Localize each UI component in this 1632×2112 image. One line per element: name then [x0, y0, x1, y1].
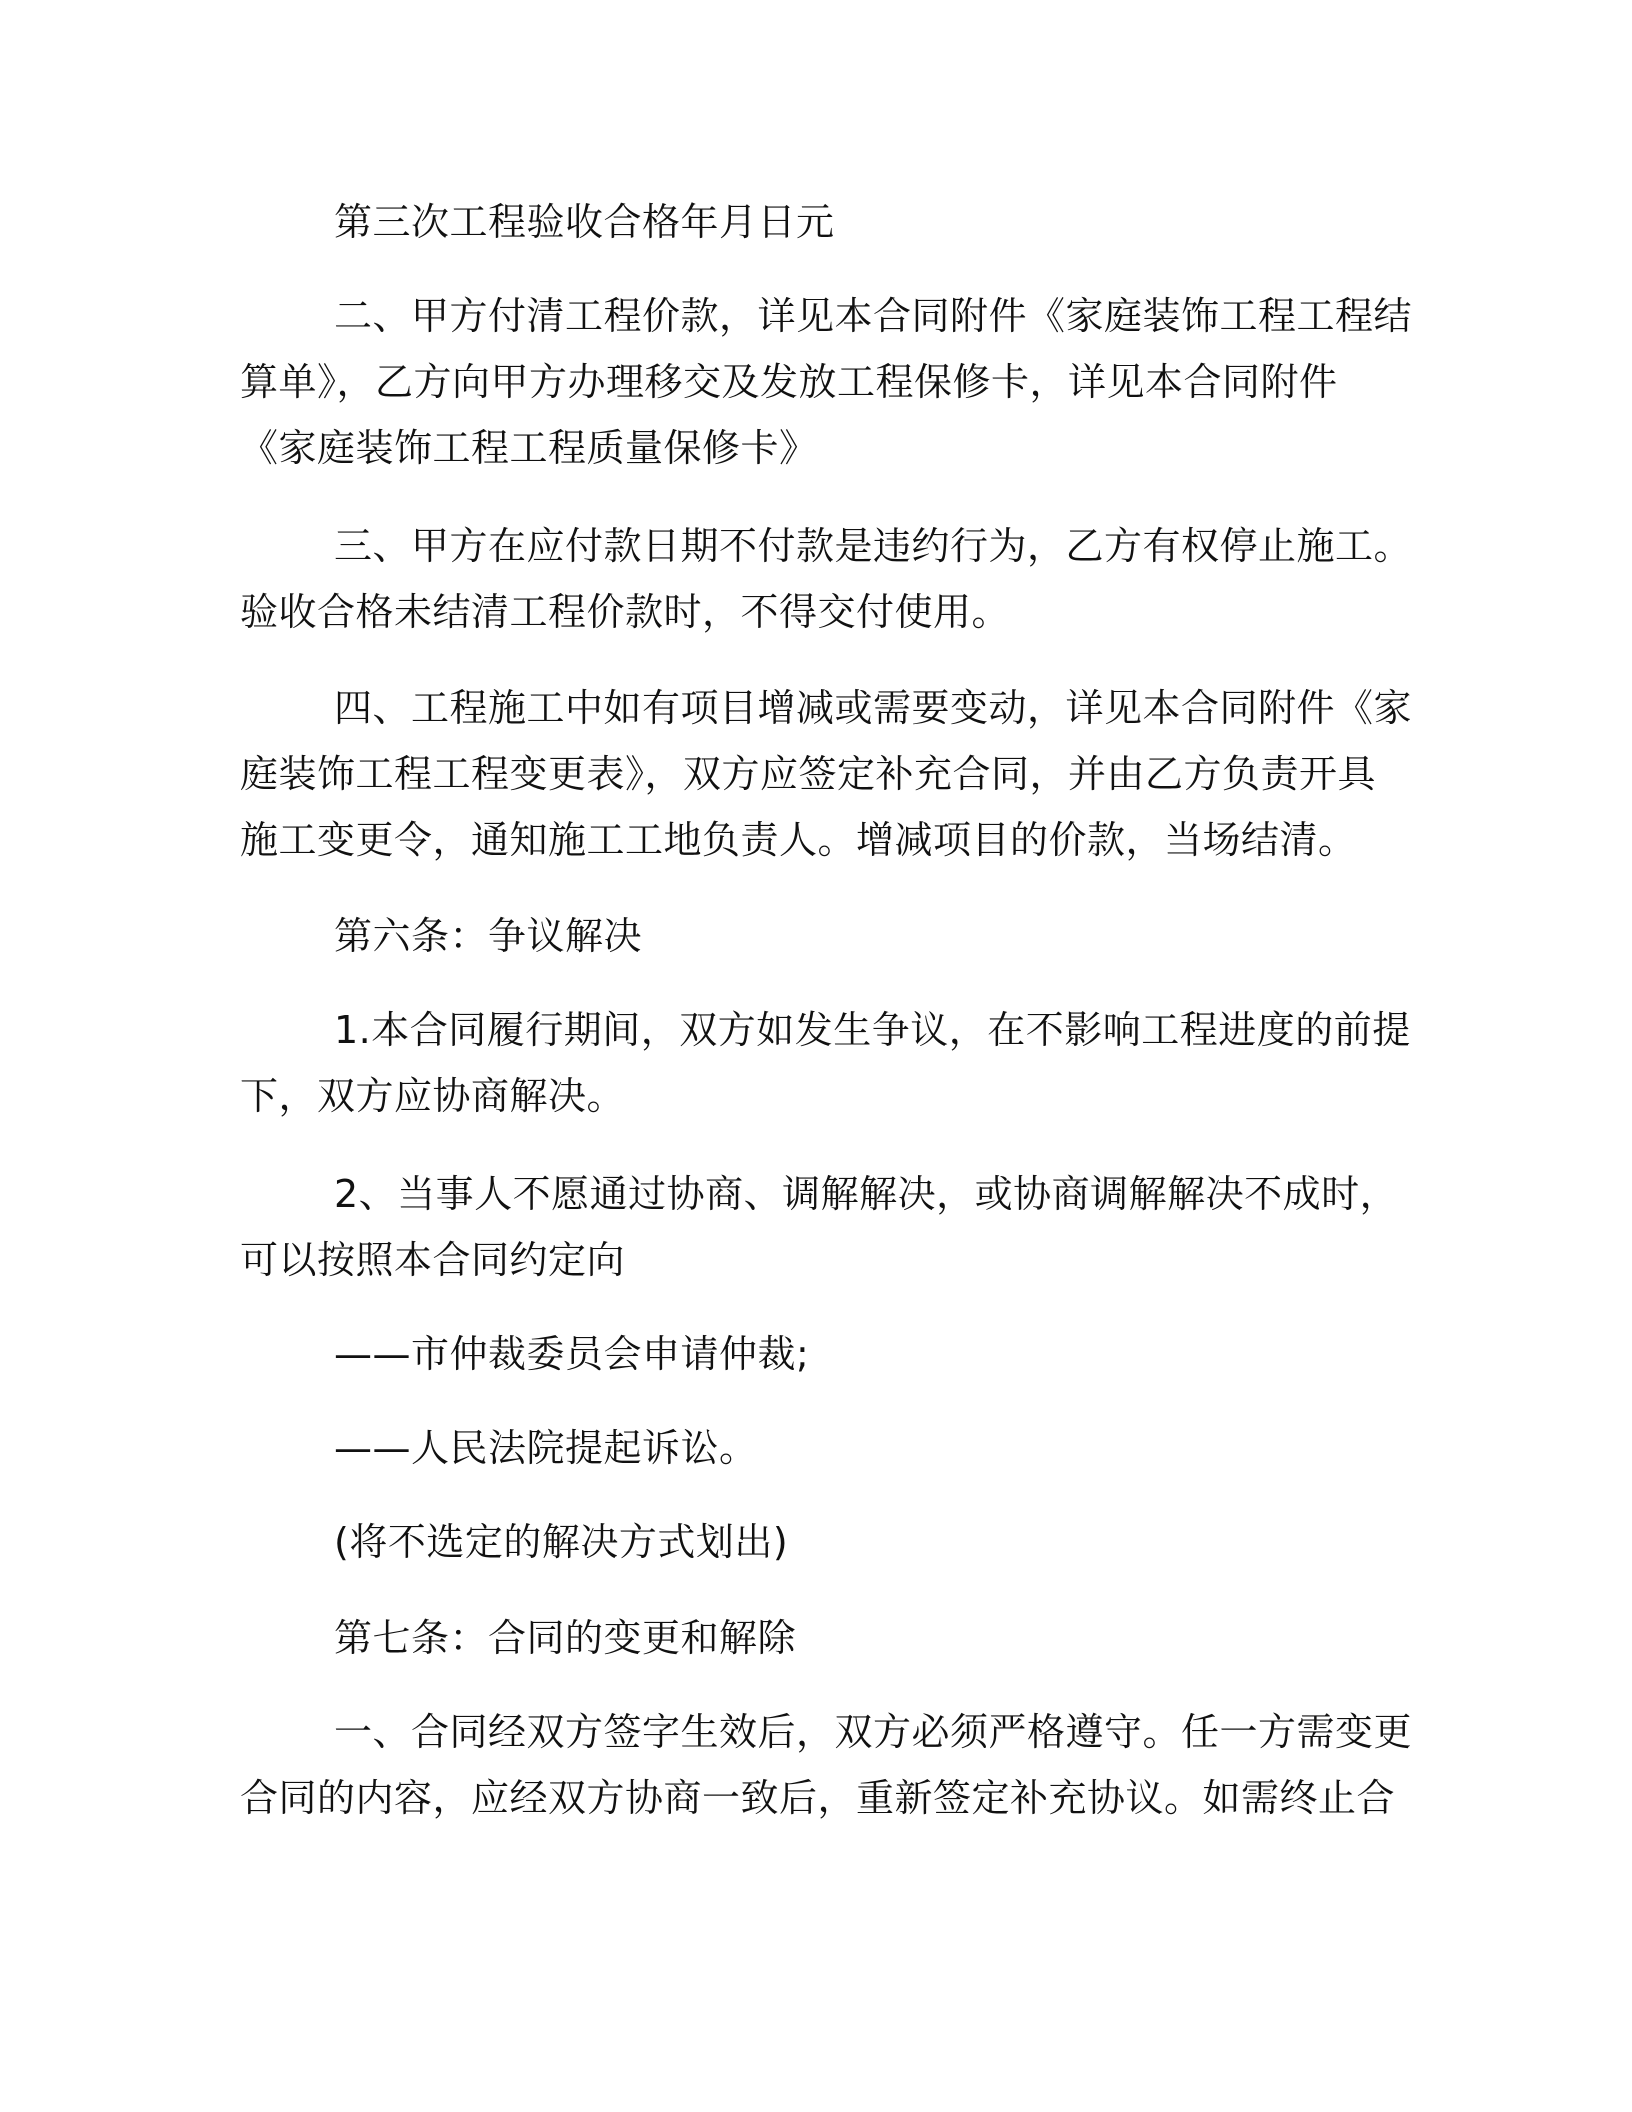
option-arbitration: ——市仲裁委员会申请仲裁; [334, 1332, 810, 1376]
line-clause-2-part2: 算单》，乙方向甲方办理移交及发放工程保修卡，详见本合同附件 [240, 360, 1338, 404]
line-clause-3rd-acceptance: 第三次工程验收合格年月日元 [334, 200, 835, 244]
line-clause-3-part1: 三、甲方在应付款日期不付款是违约行为，乙方有权停止施工。 [334, 524, 1413, 568]
line-clause-2-part3: 《家庭装饰工程工程质量保修卡》 [240, 426, 818, 470]
option-litigation: ——人民法院提起诉讼。 [334, 1426, 758, 1470]
line-change-1-part1: 一、合同经双方签字生效后，双方必须严格遵守。任一方需变更 [334, 1710, 1413, 1754]
line-dispute-1-part1: 1.本合同履行期间，双方如发生争议，在不影响工程进度的前提 [334, 1008, 1411, 1052]
section-heading-article-7: 第七条：合同的变更和解除 [334, 1616, 797, 1660]
line-clause-2-part1: 二、甲方付清工程价款，详见本合同附件《家庭装饰工程工程结 [334, 294, 1413, 338]
line-clause-4-part3: 施工变更令，通知施工工地负责人。增减项目的价款，当场结清。 [240, 818, 1357, 862]
line-dispute-2-part1: 2、当事人不愿通过协商、调解解决，或协商调解解决不成时， [334, 1172, 1399, 1216]
line-clause-3-part2: 验收合格未结清工程价款时，不得交付使用。 [240, 590, 1011, 634]
line-clause-4-part2: 庭装饰工程工程变更表》，双方应签定补充合同，并由乙方负责开具 [240, 752, 1377, 796]
line-change-1-part2: 合同的内容，应经双方协商一致后，重新签定补充协议。如需终止合 [240, 1776, 1396, 1820]
line-clause-4-part1: 四、工程施工中如有项目增减或需要变动，详见本合同附件《家 [334, 686, 1413, 730]
line-dispute-1-part2: 下，双方应协商解决。 [240, 1074, 626, 1118]
line-dispute-2-part2: 可以按照本合同约定向 [240, 1238, 626, 1282]
section-heading-article-6: 第六条：争议解决 [334, 914, 643, 958]
instruction-note: (将不选定的解决方式划出) [334, 1520, 789, 1564]
